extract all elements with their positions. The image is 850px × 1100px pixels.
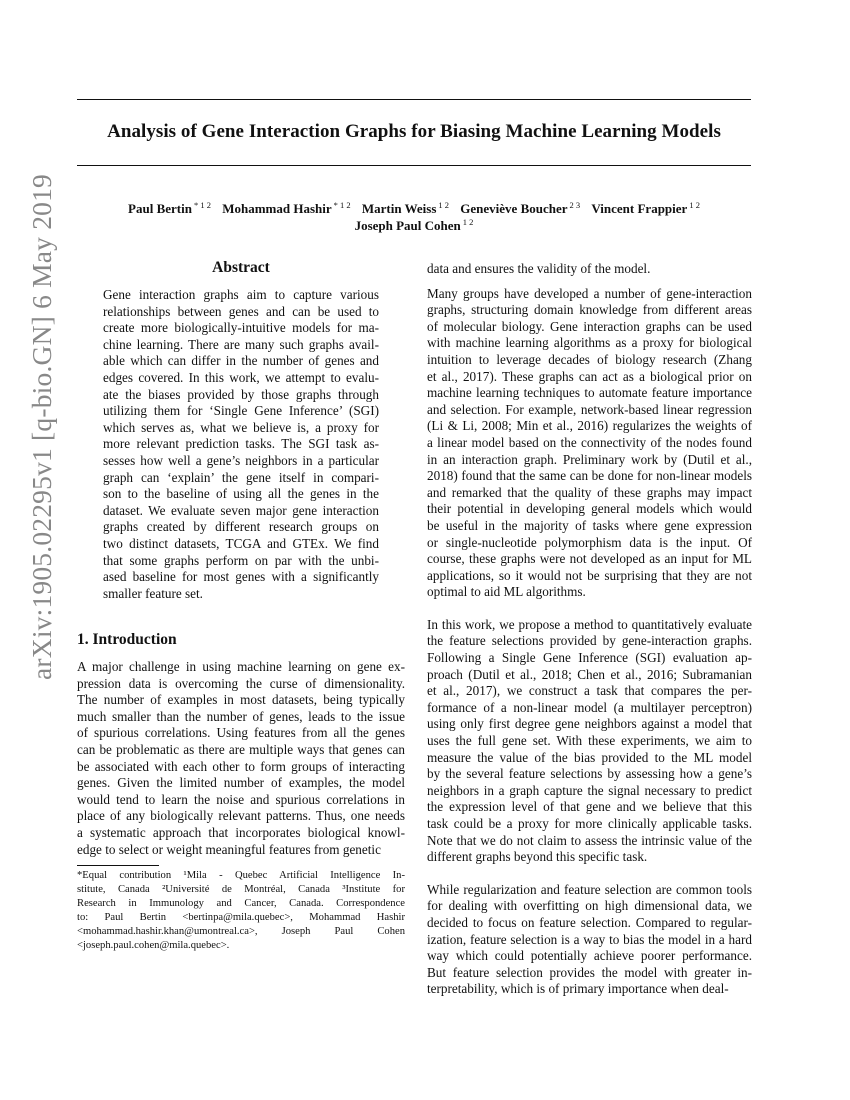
author-list-continued xyxy=(77,213,751,235)
paragraph xyxy=(427,882,752,998)
text-line: for dealing with overfitting on high dimensional data, we xyxy=(427,898,752,914)
section-heading-introduction: 1. Introduction xyxy=(77,631,177,648)
text-line: Many groups have developed a number of gene-interaction xyxy=(427,285,752,301)
text-line: sesses how well a gene’s neighbors in a particular xyxy=(103,452,379,468)
text-line: proach (Dutil et al., 2018; Chen et al., 2016; Subramanian xyxy=(427,666,752,682)
text-line: task could be a proxy for more clinically applicable tasks. xyxy=(427,816,752,831)
text-line: course, these graphs were not developed as an input for ML xyxy=(427,551,752,567)
abstract-heading: Abstract xyxy=(212,259,270,276)
author: Paul Bertin $^{* 1 2}$ xyxy=(128,200,211,217)
text-line: graphs, structuring domain knowledge from different areas xyxy=(427,302,752,318)
text-line: ased baseline for most genes with a significantly xyxy=(103,569,379,585)
text-line: data and ensures the validity of the model. xyxy=(427,261,651,276)
text-line: decided to focus on feature selection. Compared to regular- xyxy=(427,914,752,930)
text-line: by the several feature selections by assessing how a gene’s xyxy=(427,766,752,782)
text-line: Gene interaction graphs aim to capture various xyxy=(103,287,379,302)
text-line: two distinct datasets, TCGA and GTEx. We find xyxy=(103,535,379,551)
text-line: create more biologically-intuitive models for ma- xyxy=(103,320,379,336)
text-line: using only first degree gene neighbors against a model that xyxy=(427,716,752,732)
title-bottom-rule xyxy=(77,165,751,166)
text-line: be associated with each other to form groups of interacting xyxy=(77,758,405,774)
text-line: chine learning. There are many such graphs avail- xyxy=(103,336,379,352)
paper-title: Analysis of Gene Interaction Graphs for Biasing Machine Learning Models xyxy=(107,121,721,142)
text-line: stitute, Canada ²Université de Montréal, Canada ³Institute for xyxy=(77,884,405,895)
author: Martin Weiss $^{1 2}$ xyxy=(361,200,450,217)
text-line: would tend to learn the noise and spurious correlations in xyxy=(77,791,405,807)
text-line: that some graphs perform on par with the unbi- xyxy=(103,552,379,568)
text-line: utilizing them for ‘Single Gene Inference’ (SGI) xyxy=(103,403,379,419)
text-line: Research in Immunology and Cancer, Canada. Correspondence xyxy=(77,898,405,909)
text-line: in an interaction graph. Preliminary work by (Dutil et al., xyxy=(427,451,752,467)
text-line: ization, feature selection is a way to bias the model in a hard xyxy=(427,931,752,947)
text-line: of spurious correlations. Using features from all the genes xyxy=(77,725,405,741)
author: Vincent Frappier $^{1 2}$ xyxy=(591,200,700,217)
text-line: While regularization and feature selection are common tools xyxy=(427,881,752,897)
text-line: much smaller than the number of genes, leads to the issue xyxy=(77,708,405,724)
footnote-affiliations xyxy=(77,869,405,953)
text-line: Following a Single Gene Inference (SGI) evaluation ap- xyxy=(427,650,752,666)
text-line: of molecular biology. Gene interaction graphs can be used xyxy=(427,318,752,334)
text-line: <mohammad.hashir.khan@umontreal.ca>, Joseph Paul Cohen xyxy=(77,926,405,937)
text-line: applications, so it would not be surprising that they are not xyxy=(427,567,752,583)
text-line: the expression level of that gene and we believe that this xyxy=(427,799,752,815)
text-line: edges covered. In this work, we attempt to evalu- xyxy=(103,369,379,385)
text-line: way which could potentially achieve poorer performance. xyxy=(427,948,752,964)
text-line: ate the biases provided by those graphs through xyxy=(103,386,379,402)
text-line: intuition to leverage decades of biology research (Zhang xyxy=(427,351,752,367)
text-line: or single-nucleotide polymorphism data is the input. Of xyxy=(427,534,752,550)
title-top-rule xyxy=(77,99,751,100)
text-line: But feature selection provides the model with greater in- xyxy=(427,964,752,980)
text-line: pression data is overcoming the curse of dimensionality. xyxy=(77,675,405,691)
text-line: A major challenge in using machine learning on gene ex- xyxy=(77,659,405,674)
arxiv-identifier-stamp: arXiv:1905.02295v1 [q-bio.GN] 6 May 2019 xyxy=(26,174,57,680)
text-line: genes. Given the limited number of examples, the model xyxy=(77,775,405,791)
abstract-body xyxy=(103,287,379,602)
text-line: (Li & Li, 2008; Min et al., 2016) regularizes the weights of xyxy=(427,418,752,434)
text-line: machine learning techniques to automate feature importance xyxy=(427,385,752,401)
text-line: Note that we do not claim to assess the intrinsic value of the xyxy=(427,832,752,848)
text-line: et al., 2017). These graphs can act as a biological prior on xyxy=(427,368,752,384)
text-line: edge to select or weight meaningful features from genetic xyxy=(77,841,381,857)
author: Geneviève Boucher $^{2 3}$ xyxy=(460,200,581,217)
text-line: which serves as, what we believe is, a proxy for xyxy=(103,419,379,435)
text-line: the feature selections provided by gene-interaction graphs. xyxy=(427,633,752,649)
footnote-rule xyxy=(77,865,159,866)
text-line: formance of a non-linear model (a multilayer perceptron) xyxy=(427,699,752,715)
paragraph xyxy=(427,261,752,278)
text-line: different graphs beyond this specific task. xyxy=(427,849,648,865)
text-line: <joseph.paul.cohen@mila.quebec>. xyxy=(77,940,230,951)
text-line: measure the value of the bias provided to the ML model xyxy=(427,749,752,765)
text-line: their potential in developing general models which would xyxy=(427,501,752,517)
introduction-body xyxy=(77,659,405,858)
text-line: et al., 2017), we construct a task that compares the per- xyxy=(427,683,752,699)
text-line: graphs created by different research groups on xyxy=(103,519,379,535)
text-line: and selection. For example, network-based linear regression xyxy=(427,401,752,417)
text-line: place of any biologically relevant patterns. Thus, one needs xyxy=(77,808,405,824)
text-line: with machine learning algorithms as a proxy for biological xyxy=(427,335,752,351)
text-line: terpretability, which is of primary importance when deal- xyxy=(427,981,729,997)
text-line: can be problematic as there are multiple ways that genes can xyxy=(77,741,405,757)
text-line: relationships between genes and can be used to xyxy=(103,303,379,319)
text-line: optimal to aid ML algorithms. xyxy=(427,584,586,600)
author: Mohammad Hashir $^{* 1 2}$ xyxy=(222,200,351,217)
text-line: a systematic approach that incorporates biological knowl- xyxy=(77,824,405,840)
text-line: smaller feature set. xyxy=(103,585,203,601)
text-line: to: Paul Bertin <bertinpa@mila.quebec>, Mohammad Hashir xyxy=(77,912,405,923)
text-line: In this work, we propose a method to quantitatively evaluate xyxy=(427,616,752,632)
text-line: graph can ‘explain’ the gene itself in compari- xyxy=(103,469,379,485)
text-line: son to the baseline of using all the genes in the xyxy=(103,486,379,502)
text-line: 2018) found that the same can be done for non-linear models xyxy=(427,468,752,484)
text-line: more relevant prediction tasks. The SGI task as- xyxy=(103,436,379,452)
text-line: uses the full gene set. With these experiments, we aim to xyxy=(427,733,752,749)
text-line: and remarked that the quality of these graphs may impact xyxy=(427,484,752,500)
text-line: a linear model based on the connectivity of the nodes found xyxy=(427,434,752,450)
text-line: dataset. We evaluate seven major gene interaction xyxy=(103,502,379,518)
text-line: neighbors in a graph capture the signal necessary to predict xyxy=(427,782,752,798)
author: Joseph Paul Cohen $^{1 2}$ xyxy=(354,217,474,234)
text-line: be useful in the majority of tasks where gene expression xyxy=(427,517,752,533)
text-line: able which can differ in the number of genes and xyxy=(103,353,379,369)
paragraph xyxy=(427,286,752,601)
right-column xyxy=(427,261,752,1014)
text-line: *Equal contribution ¹Mila - Quebec Artificial Intelligence In- xyxy=(77,870,405,881)
paragraph xyxy=(427,617,752,866)
text-line: The number of examples in most datasets, being typically xyxy=(77,692,405,708)
